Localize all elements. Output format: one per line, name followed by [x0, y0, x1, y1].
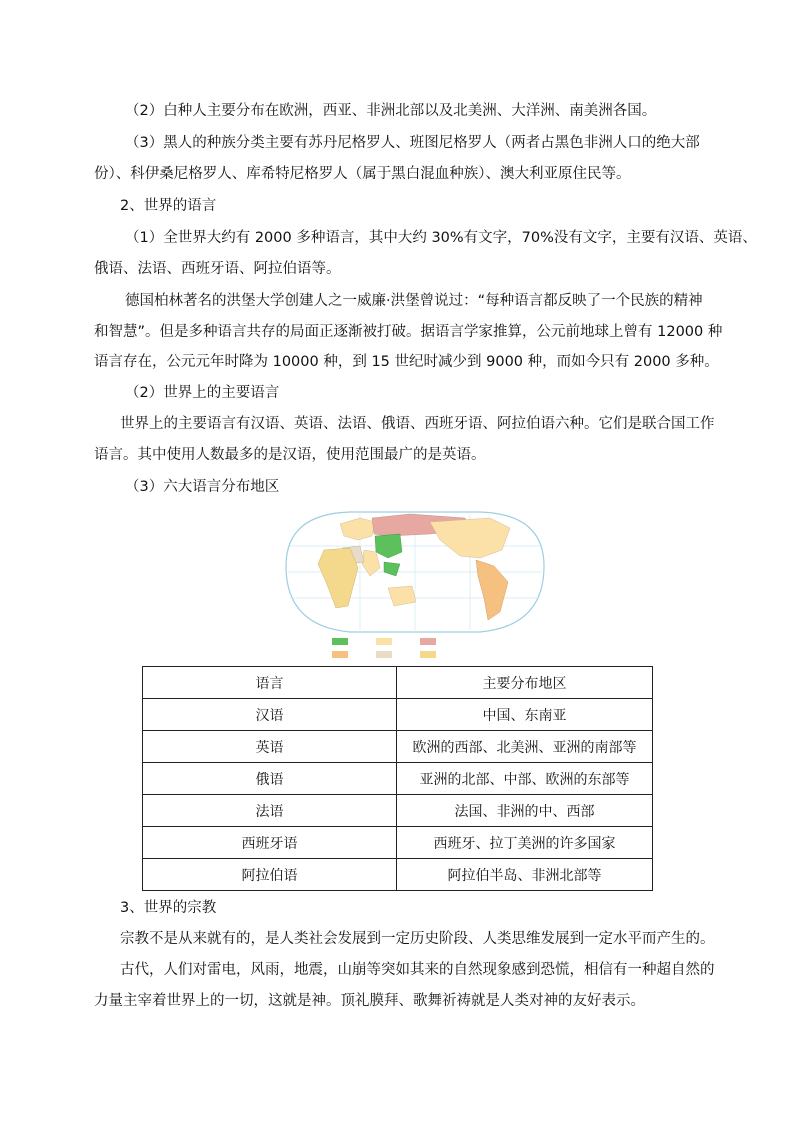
language-distribution-table	[142, 666, 653, 891]
paragraph-ancient-beliefs-line1: 古代，人们对雷电，风雨，地震，山崩等突如其来的自然现象感到恐慌，相信有一种超自然的	[120, 962, 715, 978]
paragraph-white-race: （2）白种人主要分布在欧洲，西亚、非洲北部以及北美洲、大洋洲、南美洲各国。	[125, 103, 657, 119]
paragraph-humboldt-line2: 和智慧”。但是多种语言共存的局面正逐渐被打破。据语言学家推算，公元前地球上曾有 12000 种	[94, 324, 723, 340]
table-row	[143, 763, 653, 795]
table-cell-language: 汉语	[143, 699, 397, 731]
heading-main-languages: （2）世界上的主要语言	[125, 385, 280, 401]
table-row	[143, 859, 653, 891]
paragraph-humboldt-line3: 语言存在，公元元年时降为 10000 种，到 15 世纪时减少到 9000 种，而如今只有 2000 多种。	[94, 354, 719, 370]
heading-six-languages: （3）六大语言分布地区	[125, 479, 280, 495]
heading-world-languages: 2、世界的语言	[120, 198, 217, 214]
table-header-row	[143, 667, 653, 699]
table-cell-language: 英语	[143, 731, 397, 763]
table-row	[143, 731, 653, 763]
table-cell-region: 亚洲的北部、中部、欧洲的东部等	[397, 763, 653, 795]
table-cell-region: 中国、东南亚	[397, 699, 653, 731]
world-language-map	[280, 506, 550, 661]
table-cell-language: 阿拉伯语	[143, 859, 397, 891]
paragraph-language-count-line1: （1）全世界大约有 2000 多种语言，其中大约 30%有文字，70%没有文字，主要有汉语、英语、	[125, 230, 757, 246]
heading-world-religions: 3、世界的宗教	[120, 900, 217, 916]
table-cell-region: 法国、非洲的中、西部	[397, 795, 653, 827]
table-cell-language: 西班牙语	[143, 827, 397, 859]
paragraph-main-languages-line2: 语言。其中使用人数最多的是汉语，使用范围最广的是英语。	[94, 447, 486, 463]
table-cell-language: 俄语	[143, 763, 397, 795]
paragraph-religion-origin: 宗教不是从来就有的，是人类社会发展到一定历史阶段、人类思维发展到一定水平而产生的。	[120, 931, 715, 947]
table-cell-region: 欧洲的西部、北美洲、亚洲的南部等	[397, 731, 653, 763]
table-row	[143, 699, 653, 731]
table-row	[143, 795, 653, 827]
paragraph-black-race-line2: 份）、科伊桑尼格罗人、库希特尼格罗人（属于黑白混血种族）、澳大利亚原住民等。	[94, 166, 631, 182]
table-cell-region: 西班牙、拉丁美洲的许多国家	[397, 827, 653, 859]
table-cell-language: 法语	[143, 795, 397, 827]
map-legend	[332, 638, 436, 658]
paragraph-ancient-beliefs-line2: 力量主宰着世界上的一切，这就是神。顶礼膜拜、歌舞祈祷就是人类对神的友好表示。	[94, 993, 645, 1009]
paragraph-language-count-line2: 俄语、法语、西班牙语、阿拉伯语等。	[94, 261, 341, 277]
table-header-cell: 主要分布地区	[397, 667, 653, 699]
table-row	[143, 827, 653, 859]
paragraph-humboldt-line1: 德国柏林著名的洪堡大学创建人之一威廉·洪堡曾说过：“每种语言都反映了一个民族的精神	[125, 293, 703, 309]
table-header-cell: 语言	[143, 667, 397, 699]
table-cell-region: 阿拉伯半岛、非洲北部等	[397, 859, 653, 891]
paragraph-black-race-line1: （3）黑人的种族分类主要有苏丹尼格罗人、班图尼格罗人（两者占黑色非洲人口的绝大部	[125, 135, 700, 151]
paragraph-main-languages-line1: 世界上的主要语言有汉语、英语、法语、俄语、西班牙语、阿拉伯语六种。它们是联合国工作	[120, 416, 715, 432]
